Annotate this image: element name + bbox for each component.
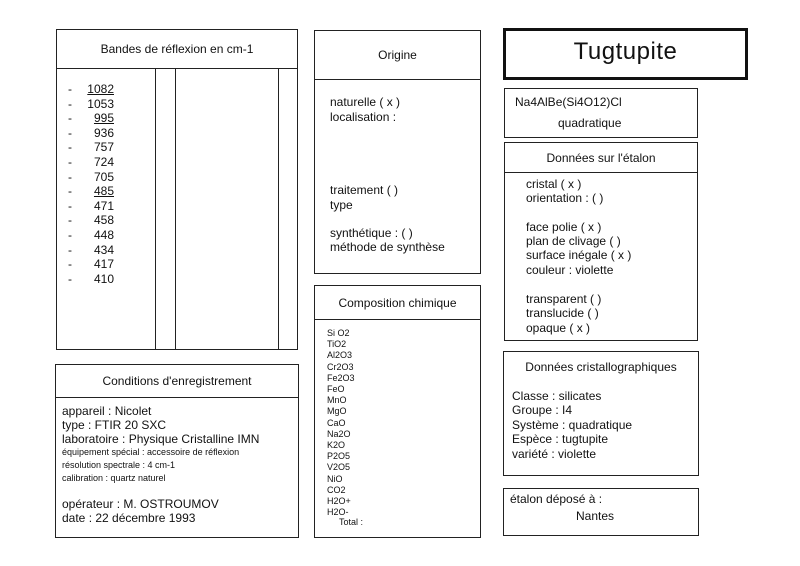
band-row	[68, 170, 114, 184]
band-bullet: -	[68, 242, 72, 257]
composition-item: Na2O	[327, 428, 351, 439]
band-bullet: -	[68, 155, 72, 169]
band-value: 1053	[87, 96, 114, 111]
cristallo-header	[504, 352, 698, 381]
etalon-face: face polie ( x )	[526, 220, 602, 234]
bands-column-divider	[155, 68, 156, 349]
band-row	[68, 140, 114, 154]
composition-item: MgO	[327, 406, 347, 417]
etalon-header	[505, 143, 697, 173]
band-row	[68, 97, 114, 111]
composition-item: NiO	[327, 473, 343, 484]
etalon-title: Données sur l'étalon	[546, 150, 656, 165]
etalon-transparent: transparent ( )	[526, 292, 602, 306]
conditions-equipement: équipement spécial : accessoire de réflexion	[62, 447, 240, 457]
bands-header	[57, 30, 297, 69]
etalon-plan: plan de clivage ( )	[526, 234, 621, 248]
band-value: 485	[93, 184, 114, 199]
band-row	[68, 228, 114, 242]
bands-panel	[56, 29, 298, 350]
conditions-appareil: appareil : Nicolet	[62, 404, 152, 418]
origine-methode: méthode de synthèse	[330, 240, 445, 254]
mineral-system: quadratique	[558, 116, 622, 130]
conditions-resolution: résolution spectrale : 4 cm-1	[62, 460, 176, 470]
composition-item: K2O	[327, 440, 346, 450]
mineral-formula: Na4AlBe(Si4O12)Cl	[515, 95, 622, 109]
depot-lieu: Nantes	[576, 509, 615, 523]
etalon-couleur: couleur : violette	[526, 263, 614, 277]
etalon-opaque: opaque ( x )	[526, 321, 591, 335]
etalon-orientation: orientation : ( )	[526, 191, 604, 205]
origine-localisation: localisation :	[330, 110, 397, 124]
composition-title: Composition chimique	[338, 295, 457, 310]
formula-box	[504, 88, 698, 138]
band-row	[68, 213, 114, 227]
composition-item: CO2	[327, 484, 346, 495]
composition-item: P2O5	[327, 451, 351, 462]
composition-item: H2O-	[327, 507, 349, 518]
bands-title: Bandes de réflexion en cm-1	[100, 42, 254, 56]
cristallo-classe: Classe : silicates	[512, 389, 602, 403]
band-row	[68, 257, 114, 271]
origine-panel	[314, 30, 481, 274]
band-bullet: -	[68, 271, 72, 286]
band-value: 995	[93, 111, 114, 126]
etalon-translucide: translucide ( )	[526, 306, 599, 320]
composition-item: V2O5	[327, 462, 351, 473]
band-value: 458	[93, 213, 114, 228]
band-row	[68, 82, 114, 96]
origine-synthetique: synthétique : ( )	[330, 226, 413, 240]
etalon-cristal: cristal ( x )	[526, 177, 582, 191]
composition-item: Fe2O3	[327, 372, 355, 383]
origine-type: type	[330, 198, 353, 212]
band-value: 757	[93, 140, 114, 155]
etalon-panel	[504, 142, 698, 341]
band-row	[68, 184, 114, 198]
cristallo-systeme: Système : quadratique	[512, 418, 633, 432]
conditions-title: Conditions d'enregistrement	[102, 374, 252, 388]
composition-item: MnO	[327, 395, 347, 406]
bands-column-divider	[278, 68, 279, 349]
mineral-title-box	[503, 28, 748, 80]
band-bullet: -	[68, 140, 72, 155]
band-value: 724	[93, 155, 114, 169]
band-value: 410	[93, 271, 114, 286]
cristallo-panel	[503, 351, 699, 476]
composition-total: Total :	[339, 517, 364, 527]
band-value: 471	[93, 198, 114, 213]
band-value: 434	[93, 242, 114, 257]
band-row	[68, 199, 114, 213]
depot-label: étalon déposé à :	[510, 492, 603, 506]
composition-item: CaO	[327, 417, 346, 428]
origine-naturelle: naturelle ( x )	[330, 95, 401, 109]
composition-item: FeO	[327, 384, 345, 394]
band-bullet: -	[68, 198, 72, 213]
cristallo-espece: Espèce : tugtupite	[512, 432, 609, 446]
mineral-name: Tugtupite	[573, 38, 678, 65]
conditions-laboratoire: laboratoire : Physique Cristalline IMN	[62, 432, 260, 446]
conditions-header	[56, 365, 298, 398]
composition-header	[315, 286, 480, 320]
band-row	[68, 111, 114, 125]
composition-item: H2O+	[327, 496, 351, 506]
band-bullet: -	[68, 111, 72, 126]
cristallo-variete: variété : violette	[512, 447, 597, 461]
band-bullet: -	[68, 184, 72, 199]
band-row	[68, 126, 114, 140]
composition-item: TiO2	[327, 339, 347, 350]
conditions-date: date : 22 décembre 1993	[62, 511, 196, 525]
band-bullet: -	[68, 257, 72, 272]
band-value: 417	[93, 257, 114, 272]
band-bullet: -	[68, 96, 72, 111]
band-row	[68, 155, 114, 169]
band-bullet: -	[68, 228, 72, 242]
band-value: 705	[93, 169, 114, 184]
origine-title: Origine	[378, 48, 417, 62]
cristallo-title: Données cristallographiques	[525, 359, 677, 374]
conditions-type: type : FTIR 20 SXC	[62, 418, 167, 432]
composition-panel	[314, 285, 481, 538]
etalon-surface: surface inégale ( x )	[526, 248, 632, 262]
band-bullet: -	[68, 169, 72, 184]
composition-item: Si O2	[327, 328, 350, 338]
cristallo-groupe: Groupe : I4	[512, 403, 573, 417]
bands-column-divider	[175, 68, 176, 349]
band-row	[68, 272, 114, 286]
band-value: 448	[93, 228, 114, 242]
depot-panel	[503, 488, 699, 536]
band-bullet: -	[68, 82, 72, 96]
conditions-panel	[55, 364, 299, 538]
band-bullet: -	[68, 213, 72, 228]
origine-traitement: traitement ( )	[330, 183, 399, 197]
band-value: 936	[93, 125, 114, 140]
composition-item: Al2O3	[327, 350, 353, 361]
origine-header	[315, 31, 480, 80]
composition-item: Cr2O3	[327, 361, 354, 372]
band-bullet: -	[68, 125, 72, 140]
band-value: 1082	[87, 82, 114, 96]
conditions-operateur: opérateur : M. OSTROUMOV	[62, 497, 219, 511]
band-row	[68, 243, 114, 257]
conditions-calibration: calibration : quartz naturel	[62, 473, 166, 483]
